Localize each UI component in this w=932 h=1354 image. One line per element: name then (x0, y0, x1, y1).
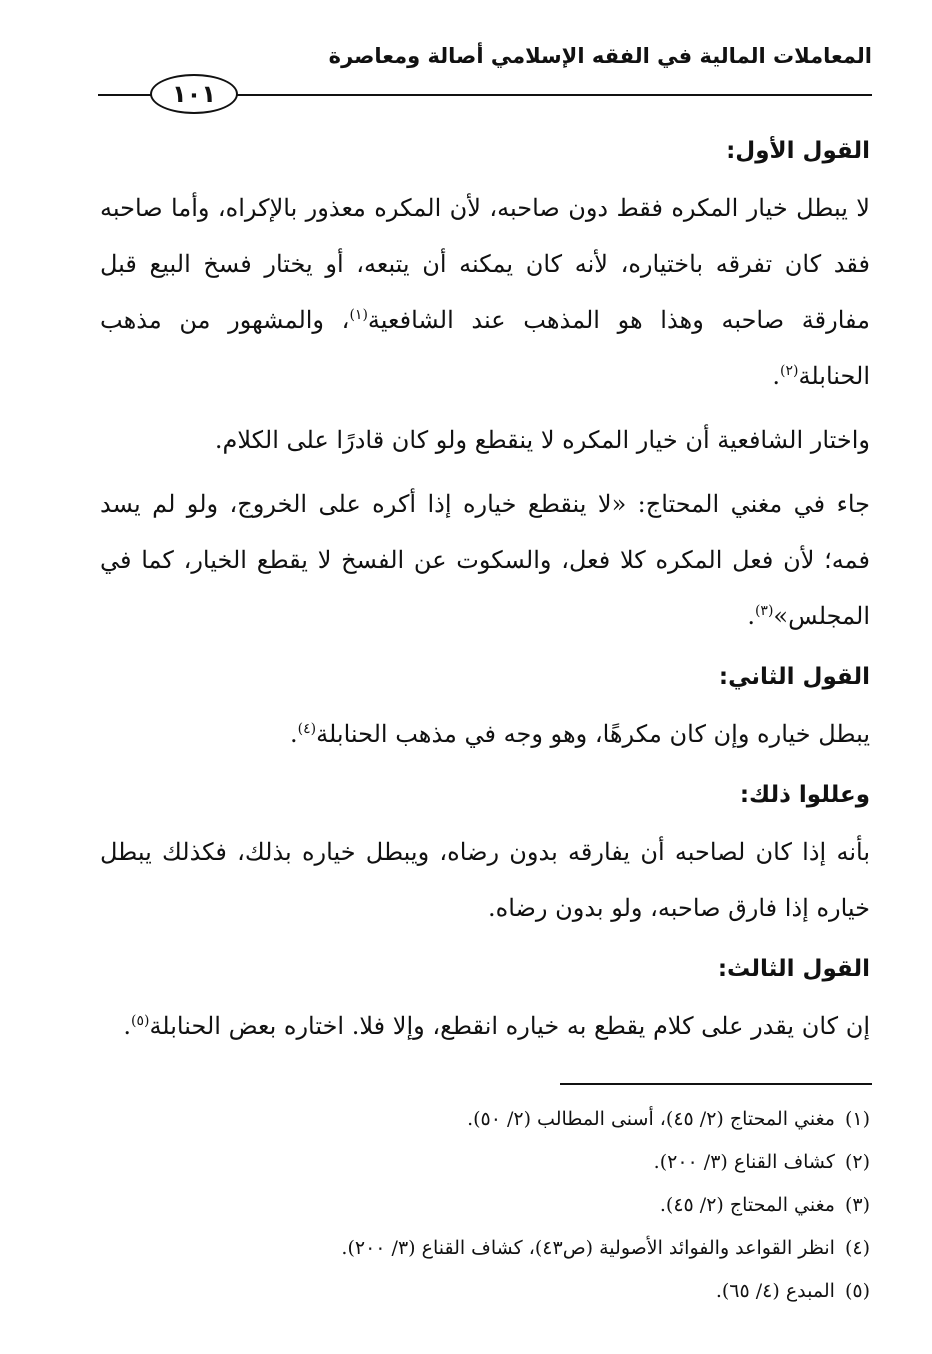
footnote-number: (٤) (844, 1237, 870, 1259)
footnotes (100, 1098, 870, 1313)
paragraph-text: لا يبطل خيار المكره فقط دون صاحبه، لأن المكره معذور بالإكراه، وأما صاحبه فقد كان تفرقه باختياره، لأنه كان يمكنه أن يتبعه، أو يختار فسخ البيع قبل مفارقة صاحبه وهذا هو المذهب عند الشافعية (100, 194, 870, 334)
footnote-5 (100, 1270, 870, 1313)
page-body (100, 124, 870, 1062)
footnote-ref-4[interactable]: (٤) (297, 721, 317, 737)
footnote-separator (560, 1083, 872, 1085)
footnote-ref-2[interactable]: (٢) (780, 363, 799, 379)
footnote-text: المبدع (٤/ ٦٥). (715, 1280, 835, 1302)
footnote-text: انظر القواعد والفوائد الأصولية (ص٤٣)، كشاف القناع (٣/ ٢٠٠). (341, 1237, 835, 1259)
footnote-text: كشاف القناع (٣/ ٢٠٠). (653, 1151, 835, 1173)
footnote-number: (١) (844, 1108, 870, 1130)
footnote-1 (100, 1098, 870, 1141)
paragraph-mughni-quote (100, 476, 870, 644)
heading-second-opinion: القول الثاني: (718, 664, 870, 690)
footnote-4 (100, 1227, 870, 1270)
paragraph-text: إن كان يقدر على كلام يقطع به خياره انقطع، وإلا فلا. اختاره بعض الحنابلة (149, 1012, 870, 1040)
paragraph-text: . (289, 720, 298, 748)
heading-reasoning: وعللوا ذلك: (739, 782, 870, 808)
paragraph-first-opinion (100, 180, 870, 404)
paragraph-reasoning: بأنه إذا كان لصاحبه أن يفارقه بدون رضاه، ويبطل خياره بذلك، فكذلك يبطل خياره إذا فارق صاحبه، ولو بدون رضاه. (100, 838, 870, 922)
heading-first-opinion: القول الأول: (726, 138, 870, 164)
footnote-text: مغني المحتاج (٢/ ٤٥)، أسنى المطالب (٢/ ٥٠). (467, 1108, 835, 1130)
paragraph-text: . (747, 602, 755, 630)
footnote-ref-5[interactable]: (٥) (130, 1013, 150, 1029)
paragraph-second-opinion (100, 706, 870, 762)
footnote-ref-3[interactable]: (٣) (754, 603, 774, 619)
footnote-number: (٥) (844, 1280, 870, 1302)
footnote-number: (٣) (844, 1194, 870, 1216)
page-number: ١٠١ (150, 74, 238, 114)
paragraph-text: ، والمشهور من مذهب الحنابلة (100, 306, 870, 390)
paragraph-text: يبطل خياره وإن كان مكرهًا، وهو وجه في مذهب الحنابلة (316, 720, 870, 748)
paragraph-text: . (123, 1012, 131, 1040)
paragraph-text: جاء في مغني المحتاج: «لا ينقطع خياره إذا أكره على الخروج، ولو لم يسد فمه؛ لأن فعل المكره كلا فعل، والسكوت عن الفسخ لا يقطع الخيار، كما في المجلس» (100, 490, 870, 630)
footnote-ref-1[interactable]: (١) (349, 307, 368, 323)
footnote-2 (100, 1141, 870, 1184)
paragraph-third-opinion (100, 998, 870, 1054)
paragraph-shafii-choice: واختار الشافعية أن خيار المكره لا ينقطع ولو كان قادرًا على الكلام. (214, 426, 870, 454)
footnote-number: (٢) (844, 1151, 870, 1173)
footnote-text: مغني المحتاج (٢/ ٤٥). (659, 1194, 835, 1216)
paragraph-text: . (772, 362, 780, 390)
heading-third-opinion: القول الثالث: (717, 956, 870, 982)
footnote-3 (100, 1184, 870, 1227)
running-title: المعاملات المالية في الفقه الإسلامي أصالة ومعاصرة (328, 44, 872, 68)
